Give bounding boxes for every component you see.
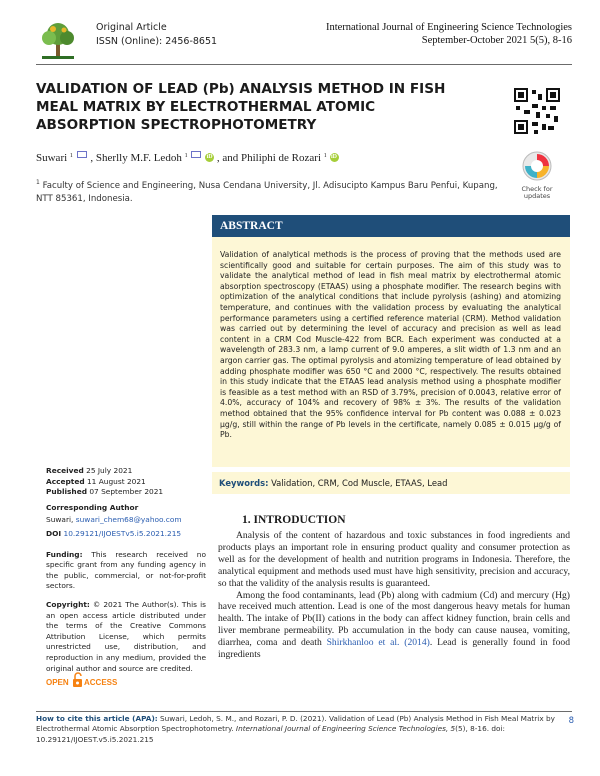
cite-journal: International Journal of Engineering Science Technologies, 5 [233,724,456,734]
page-number: 8 [568,716,574,726]
affiliation-sup: 1 [323,153,327,159]
orcid-icon[interactable]: iD [331,154,338,160]
funding-text: This research received no specific grant from any funding agency in the public, commercial, or not-for-profit sectors. [46,549,206,591]
affiliation-sup: 1 [69,153,73,159]
header-divider [36,64,572,65]
doi-link[interactable]: 10.29121/IJOESTv5.i5.2021.215 [63,528,182,538]
orcid-icon[interactable]: iD [206,154,213,160]
open-lock-icon [73,673,82,687]
article-type: Original Article [96,22,167,33]
author-1: Suwari [36,152,68,164]
article-title: VALIDATION OF LEAD (Pb) ANALYSIS METHOD IN FISH MEAL MATRIX BY ELECTROTHERMAL ATOMIC ABSORPTION SPECTROPHOTOMETRY [36,81,446,133]
open-access-word-1: OPEN [46,678,69,687]
email-icon[interactable] [77,151,87,158]
crossmark-label-1: Check for [521,185,553,193]
crossmark-label-2: updates [523,192,551,200]
header-left [96,21,217,49]
journal-logo [36,20,80,62]
intro-body [218,530,570,661]
email-icon[interactable] [191,151,201,158]
intro-paragraph-1: Analysis of the content of hazardous and toxic substances in food ingredients and products plays an important role in ensuring product quality and consumer protection as well as for the development of health and nutrition programs in Indonesia. Therefore, the analytical equipment and methods used must have high sensitivity, precision and accuracy, so that the validity of the analysis results is guaranteed. [218,530,570,589]
received-label: Received [46,466,84,475]
keywords [212,472,570,494]
crossmark-icon [509,150,565,182]
keywords-label: Keywords: [219,478,269,488]
copyright-text: © 2021 The Author(s). This is an open access article distributed under the terms of the Creative Commons Attribution License, which permits unrestricted use, distribution, and reproduction in any medium, provided the original author and source are credited. [46,599,206,673]
journal-issue: September-October 2021 5(5), 8-16 [421,35,572,46]
accepted-label: Accepted [46,476,85,486]
intro-heading: 1. INTRODUCTION [242,514,346,526]
header-right [326,21,572,47]
keywords-text: Validation, CRM, Cod Muscle, ETAAS, Lead [271,478,448,488]
accepted-date: 11 August 2021 [86,476,146,486]
article-meta [46,466,206,674]
corresponding-email-link[interactable]: suwari_chem68@yahoo.com [75,515,182,525]
intro-paragraph-2 [218,590,570,661]
journal-name: International Journal of Engineering Science Technologies [325,22,572,33]
published-date: 07 September 2021 [89,487,164,497]
author-3: , and Philiphi de Rozari [216,152,322,164]
abstract-heading: ABSTRACT [212,215,570,237]
author-list [36,152,339,165]
copyright-label: Copyright: [46,599,90,609]
cite-label: How to cite this article (APA): [36,714,158,723]
citation-link[interactable]: Shirkhanloo et al. (2014) [326,637,430,649]
affiliation-text: Faculty of Science and Engineering, Nusa Cendana University, Jl. Adisucipto Kampus Baru Penfui, Kupang, NTT 85361, Indonesia. [36,181,498,204]
open-access-badge [46,672,126,690]
received-date: 25 July 2021 [86,466,133,475]
issn: ISSN (Online): 2456-8651 [96,36,218,47]
abstract-text: Validation of analytical methods is the process of proving that the methods used are scientifically good and suitable for certain purposes. The aim of this study was to validate the analytical method of lead in fish meal matrix by electrothermal atomic absorption spectroscopy (ETAAS) using a phosphate modifier. The research begins with optimization of the analytical conditions that include pyrolysis (ashing) and atomizing temperature, and continues with the validation process by evaluating the analytical performance parameters using a certified reference material (CRM). Method validation was carried out by determining the level of accuracy and precision as well as lead content in a CRM Cod Muscle-422 from BCR. Each experiment was conducted at a wavelength of 283.3 nm, a lamp current of 9.0 amperes, a slit width of 1.3 nm and an argon carrier gas. The optimal pyrolysis and atomizing temperature of lead obtained by adding phosphate modifier was 650 °C and 2000 °C, respectively. The results obtained in this study indicate that the ETAAS lead analysis method using a phosphate modifier is feasible as a test method with an RSD of 3.79%, precision of 0.0043, relative error of 4.0%, accuracy of 104% and recovery of 98% ± 3%. The results of the validation method obtained that the 95% confidence interval for Pb content was 0.088 ± 0.023 μg/g, still within the range of Pb levels in the certificate, namely 0.085 ± 0.015 μg/g of Pb. [220,250,561,440]
affiliation-sup: 1 [184,153,188,159]
funding-label: Funding: [46,549,83,559]
cite-text-2: (5), 8-16. doi: 10.29121/IJOEST.v5.i5.2021.215 [36,724,505,744]
doi-label: DOI [46,528,62,538]
affiliation-sup: 1 [36,179,40,186]
check-for-updates-badge[interactable] [509,150,565,202]
corresponding-name: Suwari, [46,515,76,525]
citation-footer [36,714,556,745]
qr-code-icon [512,86,562,136]
affiliation [36,180,506,206]
abstract-body [212,237,570,467]
corresponding-label: Corresponding Author [46,502,139,512]
intro-paragraph-2-end: . Lead is generally found in food ingredients [218,637,570,661]
cite-text: Suwari, Ledoh, S. M., and Rozari, P. D. (2021). Validation of Lead (Pb) Analysis Method in Fish Meal Matrix by Electrothermal Atomic Absorption Spectrophotometry. [36,714,555,734]
intro-paragraph-2-text: Among the food contaminants, lead (Pb) along with cadmium (Cd) and mercury (Hg) have received much attention. Lead is one of the most dangerous heavy metals for human health. The intake of Pb(II) cations in the body can affect kidney function, brain cells and liver membrane permeability. Pb accumulation in the body can cause nausea, vomiting, diarrhea, coma and death [218,589,570,649]
author-2: , Sherlly M.F. Ledoh [90,152,182,164]
published-label: Published [46,487,87,497]
open-access-word-2: ACCESS [84,678,118,687]
footer-divider [36,711,572,712]
